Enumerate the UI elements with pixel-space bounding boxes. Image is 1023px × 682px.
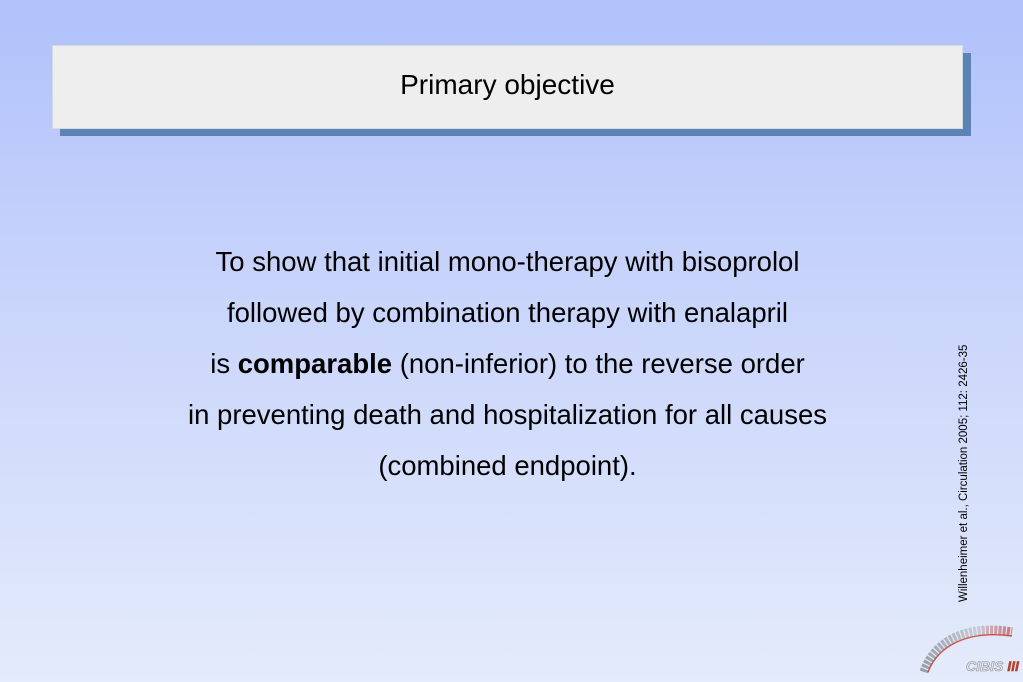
logo-text-accent: III xyxy=(1007,658,1019,674)
cibis-logo-text xyxy=(966,658,1019,674)
objective-line-3-prefix: is xyxy=(210,348,238,379)
comparable-emphasis: comparable xyxy=(237,348,393,379)
objective-line-5: (combined endpoint). xyxy=(378,450,637,481)
objective-line-2: followed by combination therapy with enalapril xyxy=(226,297,788,328)
citation-text: Willenheimer et al., Circulation 2005; 112: 2426-35 xyxy=(958,344,970,602)
objective-line-4: in preventing death and hospitalization for all causes xyxy=(187,399,828,430)
title-box xyxy=(52,45,963,129)
slide-title: Primary objective xyxy=(400,69,615,100)
logo-text-main: CIBIS xyxy=(966,658,1008,674)
objective-line-1: To show that initial mono-therapy with bisoprolol xyxy=(215,246,800,277)
objective-line-3 xyxy=(100,338,915,389)
objective-text xyxy=(100,236,915,491)
objective-line-3-suffix: (non-inferior) to the reverse order xyxy=(392,348,805,379)
